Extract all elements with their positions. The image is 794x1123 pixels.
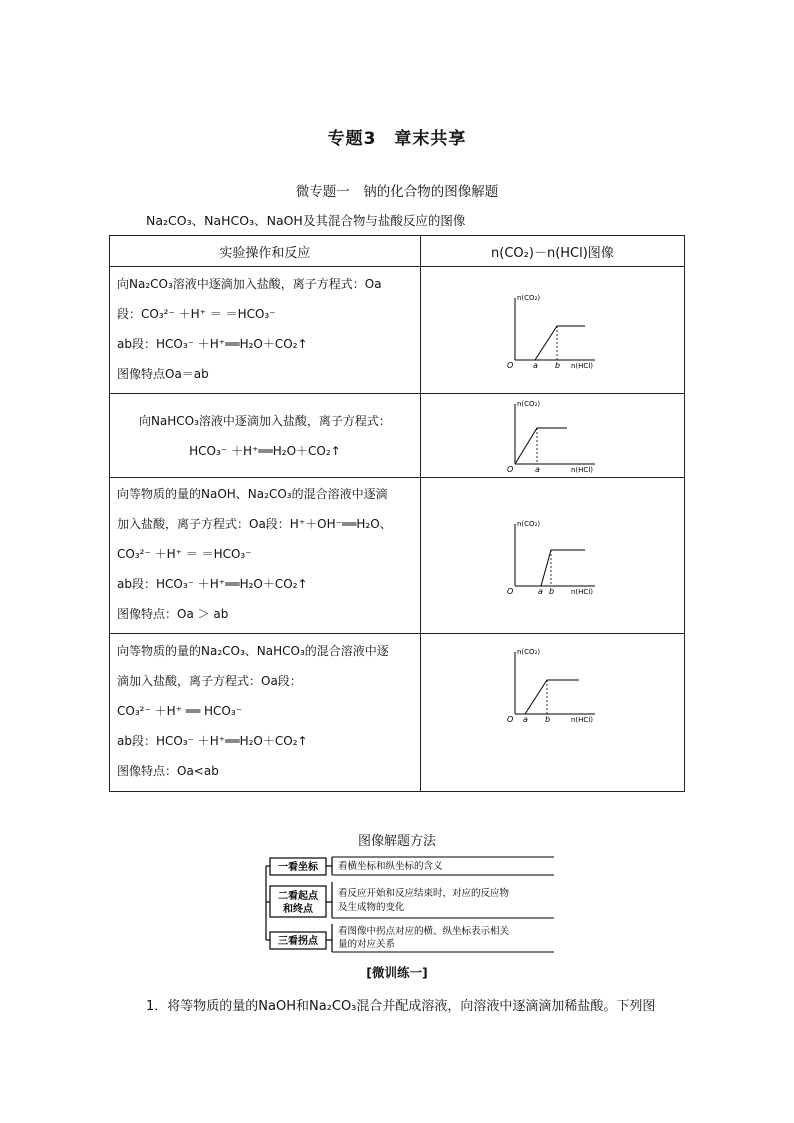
row-line: 向NaHCO₃溶液中逐滴加入盐酸，离子方程式： <box>138 413 391 428</box>
row-line: ab段：HCO₃⁻ ＋H⁺══H₂O＋CO₂↑ <box>117 337 308 351</box>
row-text-cell <box>110 394 421 478</box>
row-line: 图像特点Oa＝ab <box>117 367 209 381</box>
y-axis-label: n(CO₂) <box>517 519 541 528</box>
tick-a: a <box>538 586 544 596</box>
mindmap-label-endpoints-2: 和终点 <box>283 904 313 915</box>
row-graph-cell <box>420 478 684 634</box>
row-line: 图像特点：Oa ＞ ab <box>117 607 229 621</box>
table-row <box>110 478 685 634</box>
mindmap-desc-endpoints-1: 看反应开始和反应结束时，对应的反应物 <box>338 888 510 899</box>
method-mindmap <box>262 852 558 954</box>
row-line: CO₃²⁻ ＋H⁺ ══ HCO₃⁻ <box>117 704 243 718</box>
table-header-row <box>110 236 685 267</box>
tick-a: a <box>523 715 529 724</box>
table-row <box>110 634 685 792</box>
data-line <box>525 680 579 714</box>
tick-b: b <box>549 586 555 596</box>
mindmap-desc-inflection-2: 量的对应关系 <box>338 939 396 950</box>
table-row <box>110 394 685 478</box>
row-line: ab段：HCO₃⁻ ＋H⁺══H₂O＋CO₂↑ <box>117 734 308 748</box>
x-axis-label: n(HCl) <box>571 465 594 474</box>
row-graph-cell <box>420 267 684 394</box>
reaction-table <box>109 235 685 792</box>
data-line <box>515 428 567 464</box>
y-axis-label: n(CO₂) <box>517 294 541 302</box>
row-line: 加入盐酸，离子方程式：Oa段：H⁺＋OH⁻══H₂O、 <box>117 517 392 531</box>
mindmap-desc-inflection-1: 看图像中拐点对应的横、纵坐标表示相关 <box>338 926 510 937</box>
mindmap-label-coordinates: 一看坐标 <box>278 862 318 873</box>
graph-naoh-na2co3 <box>497 516 607 596</box>
question-1: 1．将等物质的量的NaOH和Na₂CO₃混合并配成溶液，向溶液中逐滴滴加稀盐酸。下列图 <box>146 999 656 1014</box>
row-graph-cell <box>420 634 684 792</box>
mindmap-desc-endpoints-2: 及生成物的变化 <box>338 902 405 913</box>
row-text-cell <box>110 634 421 792</box>
row-graph-cell <box>420 394 684 478</box>
table-row <box>110 267 685 394</box>
row-line: ab段：HCO₃⁻ ＋H⁺══H₂O＋CO₂↑ <box>117 577 308 591</box>
row-line: 图像特点：Oa<ab <box>117 764 219 778</box>
row-line: 滴加入盐酸，离子方程式：Oa段： <box>117 674 302 688</box>
x-axis-label: n(HCl) <box>571 362 594 370</box>
y-axis-label: n(CO₂) <box>517 648 541 656</box>
tick-a: a <box>533 361 539 370</box>
chapter-title: 专题3 章末共享 <box>327 129 467 149</box>
row-line: CO₃²⁻ ＋H⁺ ＝ ＝HCO₃⁻ <box>117 547 252 561</box>
row-line: 向等物质的量的NaOH、Na₂CO₃的混合溶液中逐滴 <box>117 487 388 501</box>
data-line <box>541 550 585 586</box>
tick-b: b <box>545 715 551 724</box>
row-line: HCO₃⁻ ＋H⁺══H₂O＋CO₂↑ <box>189 443 341 458</box>
origin-label: O <box>507 361 514 370</box>
method-title: 图像解题方法 <box>357 834 436 849</box>
header-graph: n(CO₂)－n(HCl)图像 <box>420 236 684 267</box>
data-line <box>535 326 585 360</box>
practice-heading: [微训练一] <box>366 965 428 980</box>
micro-topic-title: 微专题一 钠的化合物的图像解题 <box>295 184 499 200</box>
origin-label: O <box>507 715 514 724</box>
row-text-cell <box>110 267 421 394</box>
y-axis-label: n(CO₂) <box>517 399 541 408</box>
x-axis-label: n(HCl) <box>571 587 594 596</box>
graph-na2co3-nahco3 <box>497 644 607 724</box>
row-line: 段：CO₃²⁻ ＋H⁺ ＝ ＝HCO₃⁻ <box>117 307 276 321</box>
origin-label: O <box>507 586 514 596</box>
mindmap-label-inflection: 三看拐点 <box>278 936 318 947</box>
mindmap-desc-coordinates: 看横坐标和纵坐标的含义 <box>338 861 443 872</box>
header-operation: 实验操作和反应 <box>110 236 421 267</box>
tick-a: a <box>535 464 541 474</box>
graph-nahco3 <box>497 398 607 474</box>
x-axis-label: n(HCl) <box>571 716 594 724</box>
intro-text: Na₂CO₃、NaHCO₃、NaOH及其混合物与盐酸反应的图像 <box>146 213 466 228</box>
mindmap-label-endpoints-1: 二看起点 <box>278 891 318 902</box>
graph-na2co3 <box>497 290 607 370</box>
origin-label: O <box>507 464 514 474</box>
row-line: 向Na₂CO₃溶液中逐滴加入盐酸，离子方程式：Oa <box>117 277 382 291</box>
row-line: 向等物质的量的Na₂CO₃、NaHCO₃的混合溶液中逐 <box>117 644 389 658</box>
tick-b: b <box>555 361 561 370</box>
row-text-cell <box>110 478 421 634</box>
